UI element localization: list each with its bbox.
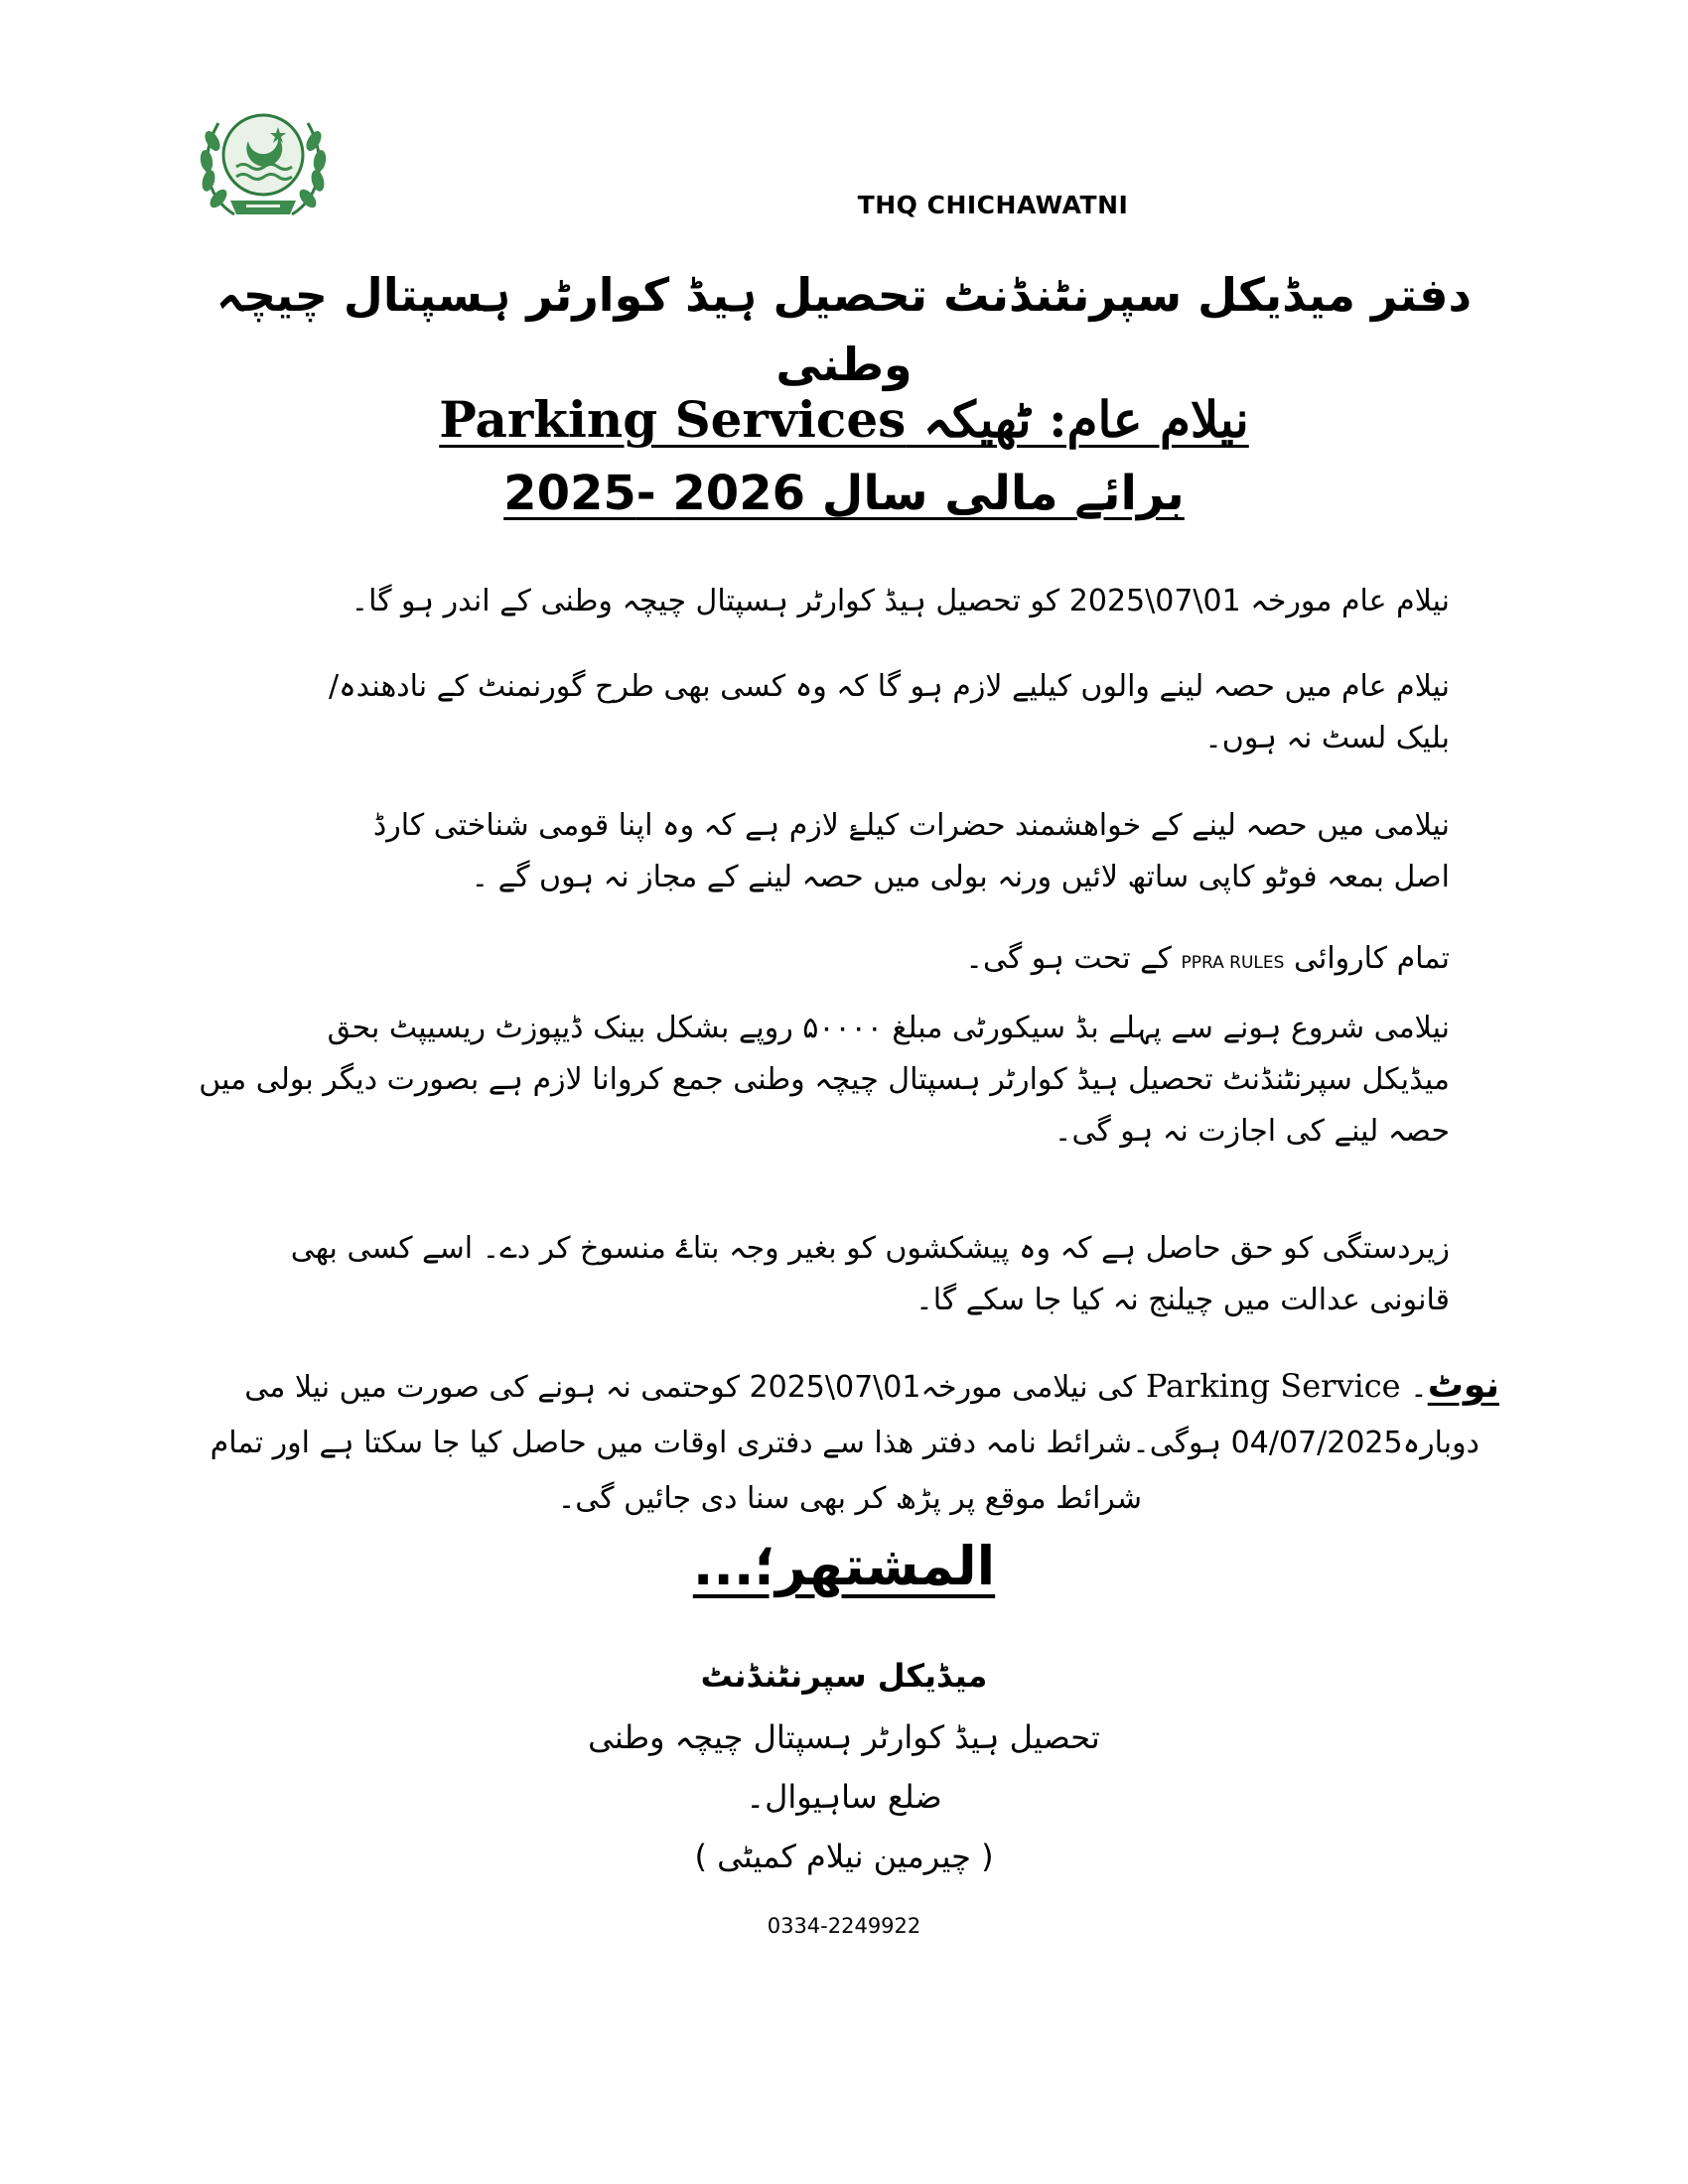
ppra-rules-text: PPRA RULES xyxy=(1181,953,1285,973)
note-section xyxy=(189,1358,1499,1527)
paragraph-auction-date: نیلام عام مورخہ 01\07\2025 کو تحصیل ہیڈ کوارٹر ہسپتال چیچہ وطنی کے اندر ہو گا۔ xyxy=(351,584,1450,618)
fiscal-year-heading xyxy=(199,459,1489,528)
note-line-1-rest: کی نیلامی مورخہ01\07\2025 کوحتمی نہ ہونے کی صورت میں نیلا می xyxy=(244,1370,1146,1405)
note-separator: ۔ xyxy=(1400,1370,1428,1405)
office-title: دفتر میڈیکل سپرنٹنڈنٹ تحصیل ہیڈ کوارٹر ہسپتال چیچہ وطنی xyxy=(215,268,1473,391)
contact-phone: 0334-2249922 xyxy=(767,1914,921,1938)
advertiser-label: المشتھر؛... xyxy=(692,1535,996,1597)
signature-chairman: ( چیرمین نیلام کمیٹی ) xyxy=(694,1838,994,1875)
note-label: نوٹ xyxy=(1427,1365,1499,1406)
signature-hospital: تحصیل ہیڈ کوارٹر ہسپتال چیچہ وطنی xyxy=(588,1718,1100,1756)
paragraph-bid-security: نیلامی شروع ہونے سے پہلے بڈ سیکورٹی مبلغ ۵۰۰۰۰ روپے بشکل بینک ڈیپوزٹ ریسیپٹ بحق میڈیکل سپرنٹنڈنٹ تحصیل ہیڈ کوارٹر ہسپتال چیچہ وطنی جمع کروانا لازم ہے بصورت دیگر بولی میں حصہ لینے کی اجازت نہ ہو گی۔ xyxy=(199,1011,1450,1149)
auction-heading xyxy=(199,385,1489,455)
paragraph-defaulter-condition: نیلام عام میں حصہ لینے والوں کیلیے لازم ہو گا کہ وہ کسی بھی طرح گورنمنٹ کے نادھندہ/ بلیک لسٹ نہ ہوں۔ xyxy=(328,669,1450,755)
auction-heading-text: نیلام عام: ٹھیکہ Parking Services xyxy=(439,390,1249,449)
ppra-after-text: کے تحت ہو گی۔ xyxy=(965,941,1182,976)
fiscal-year-heading-text: برائے مالی سال 2026 -2025 xyxy=(503,466,1185,521)
note-line-3: شرائط موقع پر پڑھ کر بھی سنا دی جائیں گی۔ xyxy=(557,1481,1142,1516)
paragraph-id-card-condition: نیلامی میں حصہ لینے کے خواھشمند حضرات کیلۓ لازم ہے کہ وہ اپنا قومی شناختی کارڈ اصل بمعہ فوٹو کاپی ساتھ لائیں ورنہ بولی میں حصہ لینے کے مجاز نہ ہوں گے ۔ xyxy=(372,808,1450,894)
paragraph-ppra-rules xyxy=(298,933,1450,989)
note-service-name: Parking Service xyxy=(1145,1367,1401,1405)
paragraph-cancellation-right: زیردستگی کو حق حاصل ہے کہ وہ پیشکشوں کو بغیر وجہ بتاۓ منسوخ کر دے۔ اسے کسی بھی قانونی عدالت میں چیلنج نہ کیا جا سکے گا۔ xyxy=(290,1231,1450,1317)
ppra-before-text: تمام کاروائی xyxy=(1284,941,1450,976)
note-line-1 xyxy=(189,1358,1499,1416)
hospital-short-name: THQ CHICHAWATNI xyxy=(857,191,1129,219)
advertiser-heading xyxy=(496,1527,1192,1606)
signature-title: میڈیکل سپرنٹنڈنٹ xyxy=(700,1657,988,1695)
government-emblem-icon xyxy=(195,97,332,228)
signature-district: ضلع ساہیوال۔ xyxy=(746,1778,942,1816)
note-line-2: دوبارہ04/07/2025 ہوگی۔شرائط نامہ دفتر ھذا سے دفتری اوقات میں حاصل کیا جا سکتا ہے اور تمام xyxy=(210,1426,1479,1460)
